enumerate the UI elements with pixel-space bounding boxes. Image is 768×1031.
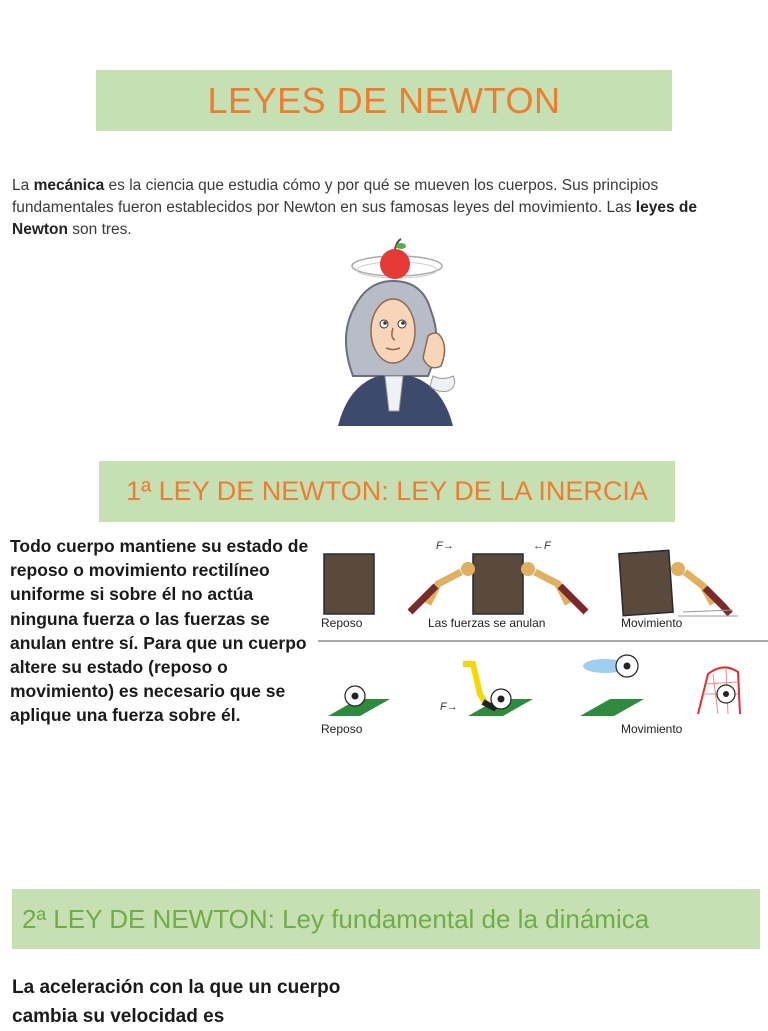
label-movimiento-1: Movimiento [621, 616, 683, 630]
intro-bold-leyes: leyes de Newton [12, 199, 697, 238]
law1-banner [99, 461, 675, 522]
force-left-label: F→ [436, 540, 454, 552]
intro-text-3: son tres. [67, 221, 132, 238]
goal-net [698, 667, 740, 714]
label-reposo-1: Reposo [321, 616, 363, 630]
inertia-diagram [318, 534, 768, 749]
field-3 [580, 699, 644, 716]
block-moving [619, 550, 673, 615]
force-right-label: ←F [533, 540, 551, 552]
label-reposo-2: Reposo [321, 722, 363, 736]
label-movimiento-2: Movimiento [621, 722, 683, 736]
block-balanced [473, 554, 523, 614]
law2-banner [12, 889, 760, 949]
pusher-left [410, 562, 475, 612]
law2-heading: 2ª LEY DE NEWTON: Ley fundamental de la dinámica [22, 903, 650, 934]
block-rest [324, 554, 374, 614]
intro-text-2: es la ciencia que estudia cómo y por qué se mueven los cuerpos. Sus principios fundamentales fueron establecidos por Newton en sus famosas leyes del movimiento. Las [12, 177, 659, 216]
label-fuerzas-anulan: Las fuerzas se anulan [428, 616, 546, 630]
page-title: LEYES DE NEWTON [207, 79, 561, 121]
intro-bold-mecanica: mecánica [33, 177, 105, 194]
apple-icon [380, 249, 410, 279]
law1-text: Todo cuerpo mantiene su estado de reposo o movimiento rectilíneo uniforme si sobre él no actúa ninguna fuerza o las fuerzas se anulan entre sí. Para que un cuerpo altere su estado (reposo o movimiento) es necesario que se aplique una fuerza sobre él. [10, 536, 309, 726]
pusher-right [521, 562, 586, 612]
newton-illustration [293, 226, 490, 426]
law2-text: La aceleración con la que un cuerpo cambia su velocidad es [12, 977, 341, 1027]
kicker-leg [463, 664, 486, 704]
force-kick-label: F→ [440, 701, 458, 713]
title-banner [96, 70, 672, 131]
intro-text-1: La [12, 177, 34, 194]
pusher-moving [671, 562, 730, 614]
law1-heading: 1ª LEY DE NEWTON: LEY DE LA INERCIA [126, 476, 648, 506]
